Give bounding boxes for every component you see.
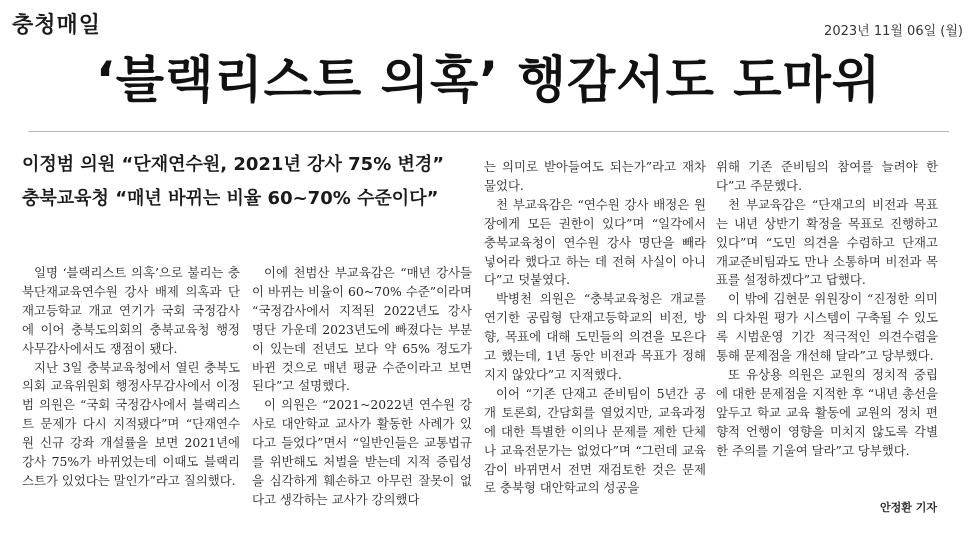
article-column-2 <box>252 264 472 510</box>
paragraph: 천 부교육감은 “단재고의 비전과 목표는 내년 상반기 확정을 목표로 진행하고 있다”며 “도민 의견을 수렴하고 단재고 개교준비팀과도 만나 소통하며 비전과 목표를 설정하겠다”고 답했다. <box>716 196 938 288</box>
article-headline: ‘블랙리스트 의혹’ 행감서도 도마위 <box>95 51 882 109</box>
paragraph: 천 부교육감은 “연수원 강사 배정은 원장에게 모든 권한이 있다”며 “일각에서 충북교육청이 연수원 강사 명단을 빼라 넣어라 했다고 하는 데 전혀 사실이 아니다”고 덧붙였다. <box>484 196 706 288</box>
publication-date: 2023년 11월 06일 (월) <box>824 24 963 39</box>
paragraph: 는 의미로 받아들여도 되는가”라고 재차 물었다. <box>484 159 706 193</box>
article-column-4 <box>716 158 938 461</box>
subheadline-1: 이정범 의원 “단재연수원, 2021년 강사 75% 변경” <box>22 154 445 175</box>
paragraph: 박병천 의원은 “충북교육청은 개교를 연기한 공립형 단재고등학교의 비전, 방향, 목표에 대해 도민들의 의견을 모은다고 했는데, 1년 동안 비전과 목표가 정해지지 않았다”고 지적했다. <box>484 291 706 382</box>
paragraph: 이어 “기존 단재고 준비팀이 5년간 공개 토론회, 간담회를 열었지만, 교육과정에 대한 특별한 이의나 문제를 제한 단체나 교육전문가는 없었다”며 “그런데 교육감이 바뀌면서 전면 재검토한 것은 문제로 충북형 대안학교의 성공을 <box>484 385 706 496</box>
paragraph: 지난 3일 충북교육청에서 열린 충북도의회 교육위원회 행정사무감사에서 이정범 의원은 “국회 국정감사에서 블랙리스트 문제가 다시 지적됐다”며 “단재연수원 신규 강좌 개설률을 보면 2021년에 강사 75%가 바뀌었는데 이때도 블랙리스트가 있었다는 말인가”라고 질의했다. <box>22 359 240 488</box>
paragraph: 이 의원은 “2021~2022년 연수원 강사로 대안학교 교사가 활동한 사례가 있다고 들었다”면서 “일반인들은 교통법규를 위반해도 처벌을 받는데 지적 증립성을 심각하게 훼손하고 아무런 잘못이 없다고 생각하는 교사가 강의했다 <box>252 397 472 507</box>
article-column-1 <box>22 264 240 491</box>
reporter-byline: 안정환 기자 <box>880 501 937 514</box>
paragraph: 이에 천범산 부교육감은 “매년 강사들이 바뀌는 비율이 60~70% 수준”이라며 “국정감사에서 지적된 2022년도 강사 명단 가운데 2023년도에 빠졌다는 부분이 있는데 전년도 보다 약 65% 정도가 바뀐 것으로 매년 평균 수준이라고 보면 된다”고 설명했다. <box>252 265 472 394</box>
subheadline-block <box>22 148 482 216</box>
paragraph: 또 유상용 의원은 교원의 정치적 중립에 대한 문제점을 지적한 후 “내년 총선을 앞두고 학교 교육 활동에 교원의 정치 편향적 언행이 영향을 미치지 않도록 각별한 주의를 기울여 달라”고 당부했다. <box>716 366 938 458</box>
article-column-3 <box>484 158 706 498</box>
paragraph: 일명 ‘블랙리스트 의혹’으로 불리는 충북단재교육연수원 강사 배제 의혹과 단재고등학교 개교 연기가 국회 국정감사에 이어 충북도의회의 충북교육청 행정사무감사에서도 쟁점이 됐다. <box>22 265 240 356</box>
paragraph: 이 밖에 김현문 위원장이 “진정한 의미의 다차원 평가 시스템이 구축될 수 있도록 시범운영 기간 적극적인 의견수렴을 통해 문제점을 개선해 달라”고 당부했다. <box>716 291 938 364</box>
subheadline-2: 충북교육청 “매년 바뀌는 비율 60~70% 수준이다” <box>22 188 439 209</box>
paragraph: 위해 기존 준비팀의 참여를 늘려야 한다”고 주문했다. <box>716 159 938 193</box>
headline-divider <box>28 131 949 132</box>
newspaper-masthead: 충청매일 <box>12 13 102 38</box>
